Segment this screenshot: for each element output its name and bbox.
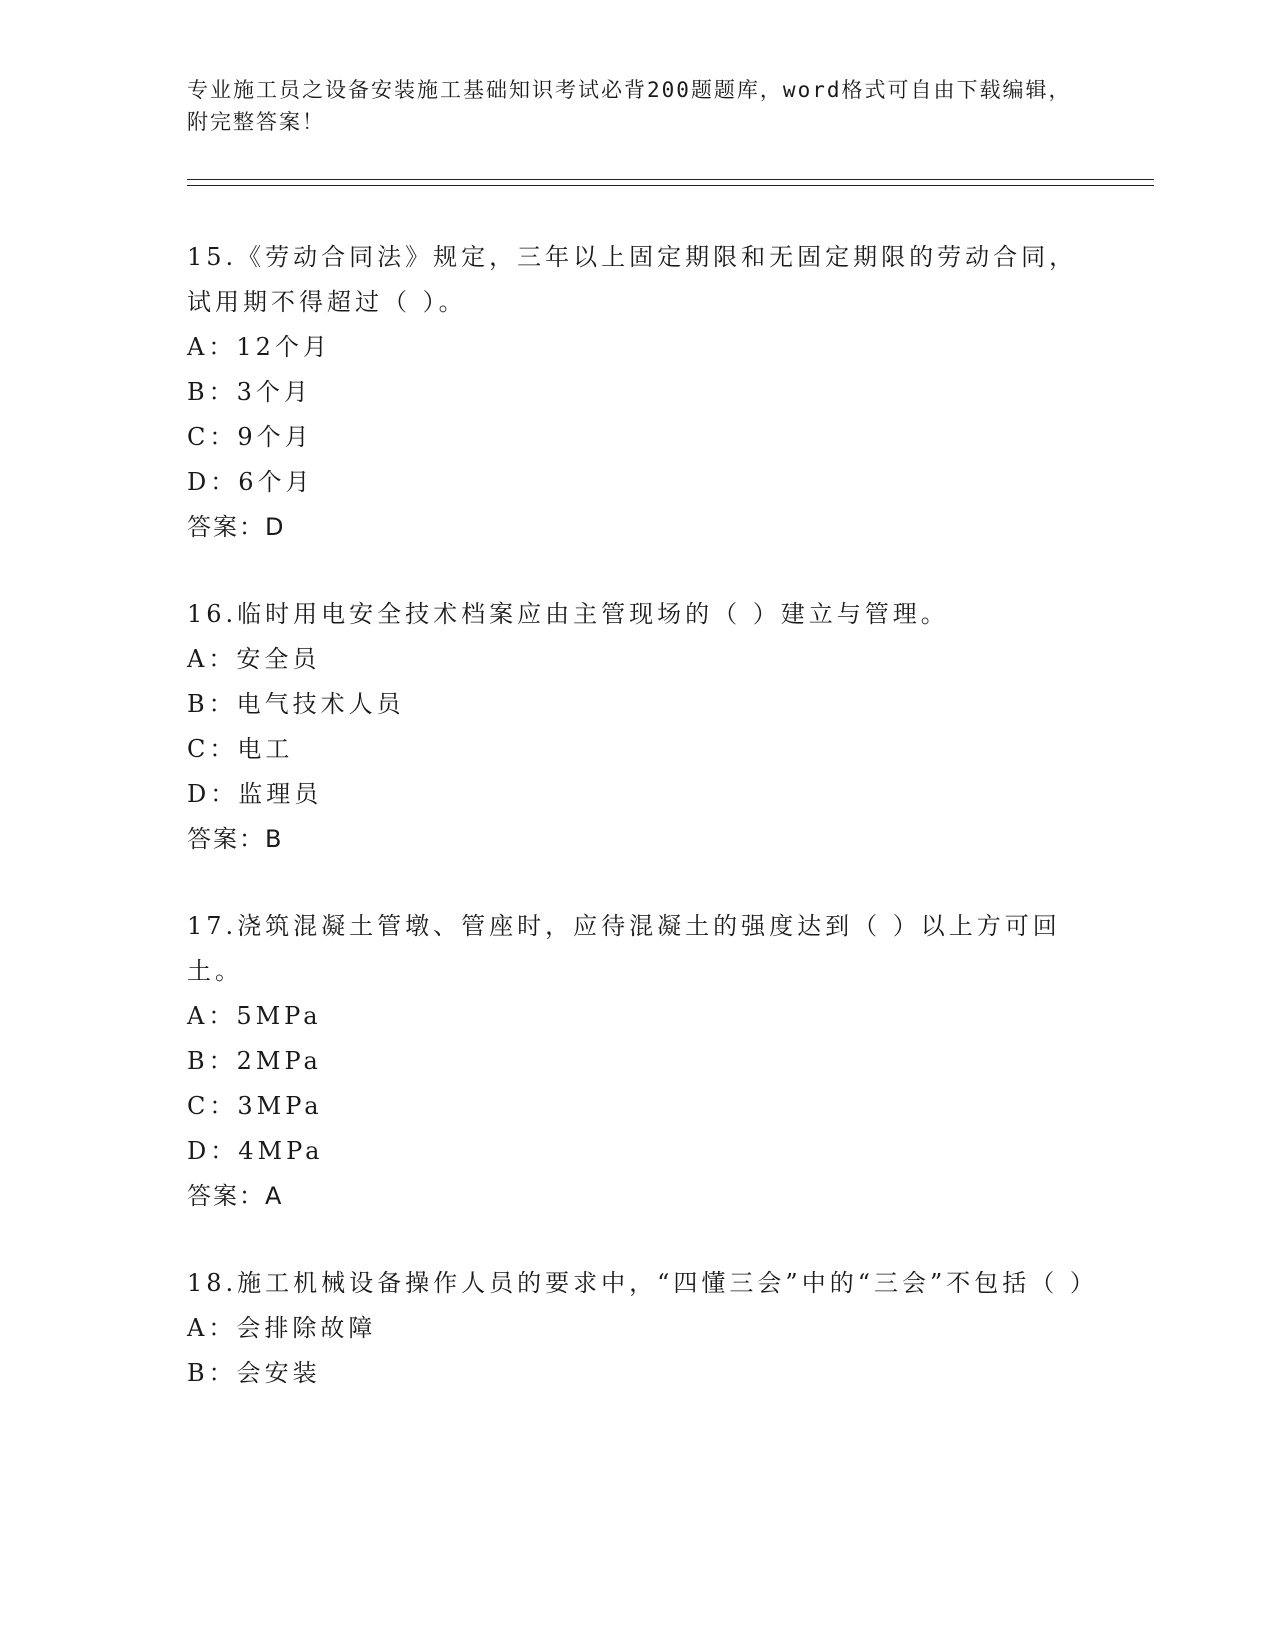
answer-value: D [265, 513, 284, 541]
option-b: B：会安装 [187, 1359, 321, 1387]
option-d: D：4MPa [187, 1137, 324, 1165]
header-divider [187, 179, 1154, 186]
question-16 [187, 592, 1087, 862]
question-stem: 15.《劳动合同法》规定，三年以上固定期限和无固定期限的劳动合同，试用期不得超过（ ）。 [187, 243, 1078, 316]
question-stem: 17.浇筑混凝土管墩、管座时，应待混凝土的强度达到（ ）以上方可回土。 [187, 912, 1061, 985]
question-17 [187, 904, 1087, 1219]
question-stem: 18.施工机械设备操作人员的要求中，“四懂三会”中的“三会”不包括（ ） [187, 1269, 1098, 1297]
option-c: C：9个月 [187, 423, 313, 451]
question-15 [187, 235, 1087, 550]
option-b: B：2MPa [187, 1047, 322, 1075]
document-header [187, 74, 1087, 138]
option-c: C：电工 [187, 735, 294, 763]
question-list [187, 235, 1098, 1438]
answer-line [187, 1174, 1087, 1219]
option-c: C：3MPa [187, 1092, 323, 1120]
option-a: A：会排除故障 [187, 1314, 377, 1342]
answer-value: B [265, 825, 282, 853]
option-a: A：安全员 [187, 645, 321, 673]
answer-line [187, 817, 1087, 862]
answer-line [187, 505, 1087, 550]
question-stem: 16.临时用电安全技术档案应由主管现场的（ ）建立与管理。 [187, 600, 949, 628]
answer-label: 答案： [187, 513, 265, 541]
option-a: A：12个月 [187, 333, 331, 361]
option-a: A：5MPa [187, 1002, 322, 1030]
option-d: D：监理员 [187, 780, 323, 808]
option-b: B：3个月 [187, 378, 312, 406]
question-18 [187, 1261, 1098, 1396]
answer-label: 答案： [187, 1182, 265, 1210]
option-b: B：电气技术人员 [187, 690, 405, 718]
header-title: 专业施工员之设备安装施工基础知识考试必背200题题库，word格式可自由下载编辑，附完整答案！ [187, 78, 1072, 134]
option-d: D：6个月 [187, 468, 314, 496]
answer-value: A [265, 1182, 282, 1210]
answer-label: 答案： [187, 825, 265, 853]
